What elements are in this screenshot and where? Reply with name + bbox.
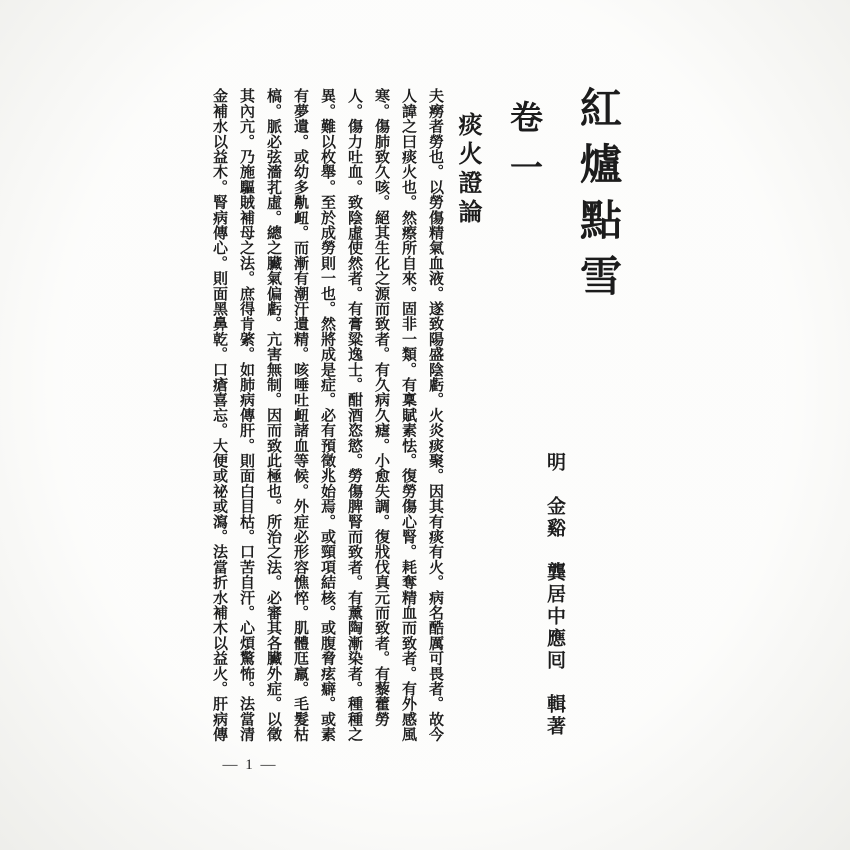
text-column: 寒。傷肺致久咳。絕其生化之源而致者。有久病久瘧。小愈失調。復戕伐真元而致者。有藜藿勞 — [373, 88, 389, 727]
chapter-heading: 痰火證論 — [454, 112, 480, 228]
text-column: 夫癆者勞也。以勞傷精氣血液。遂致陽盛陰虧。火炎痰聚。因其有痰有火。病名酷厲可畏者。故今 — [427, 88, 443, 742]
text-column: 槁。脈必弦濇芤虛。總之臟氣偏虧。亢害無制。因而致此極也。所治之法。必審其各臟外症。以徵 — [265, 88, 281, 742]
page-number: — 1 — — [222, 757, 278, 773]
text-column: 人諱之曰痰火也。然瘵所自來。固非一類。有稟賦素怯。復勞傷心腎。耗奪精血而致者。有外感風 — [400, 88, 416, 742]
text-column: 金補水以益木。腎病傳心。則面黑鼻乾。口瘡喜忘。大便或祕或瀉。法當折水補木以益火。肝病傳 — [211, 88, 227, 742]
author-attribution: 明 金谿 龔居中應囘 輯著 — [544, 452, 565, 738]
text-column: 有夢遺。或幼多鼽衄。而漸有潮汗遺精。咳唾吐衄諸血等候。外症必形容憔悴。肌體尫羸。毛髮枯 — [292, 88, 308, 742]
book-title: 紅爐點雪 — [574, 86, 620, 310]
volume-heading: 卷一 — [505, 100, 541, 200]
text-column: 異。難以枚舉。至於成勞則一也。然將成是症。必有預徵兆始焉。或頸項結核。或腹脅痃癖。或素 — [319, 88, 335, 742]
text-column: 其內亢。乃施驅賊補母之法。庶得肯綮。如肺病傳肝。則面白目枯。口苦自汗。心煩驚怖。法當清 — [238, 88, 254, 742]
text-column: 人。傷力吐血。致陰虛使然者。有膏粱逸士。酣酒恣慾。勞傷脾腎而致者。有薰陶漸染者。種種之 — [346, 88, 362, 742]
